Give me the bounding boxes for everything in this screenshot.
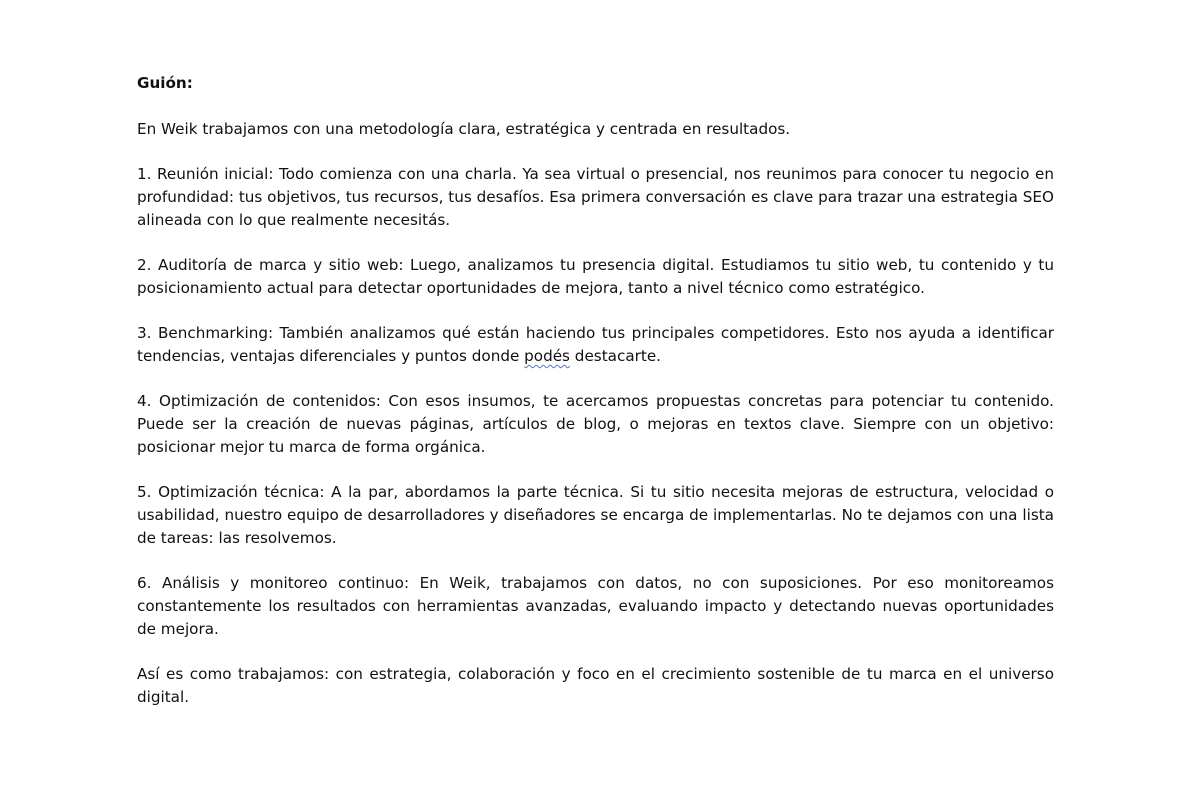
document-body[interactable] <box>137 62 1054 731</box>
step-5-paragraph: 5. Optimización técnica: A la par, abordamos la parte técnica. Si tu sitio necesita mejoras de estructura, velocidad o usabilidad, nuestro equipo de desarrolladores y diseñadores se encarga de implementarlas. No te dejamos con una lista de tareas: las resolvemos. <box>137 483 1054 547</box>
intro-paragraph: En Weik trabajamos con una metodología clara, estratégica y centrada en resultados. <box>137 120 791 138</box>
step-3-paragraph <box>137 322 1054 368</box>
spellcheck-flagged-word[interactable]: podés <box>524 347 570 365</box>
document-heading: Guión: <box>137 74 193 92</box>
step-4-paragraph: 4. Optimización de contenidos: Con esos insumos, te acercamos propuestas concretas para potenciar tu contenido. Puede ser la creación de nuevas páginas, artículos de blog, o mejoras en textos clave. Siempre con un objetivo: posicionar mejor tu marca de forma orgánica. <box>137 392 1054 456</box>
closing-paragraph: Así es como trabajamos: con estrategia, colaboración y foco en el crecimiento sostenible de tu marca en el universo digital. <box>137 665 1054 706</box>
step-3-text-before: 3. Benchmarking: También analizamos qué están haciendo tus principales competidores. Esto nos ayuda a identificar tendencias, ventajas diferenciales y puntos donde <box>137 324 1054 365</box>
step-1-paragraph: 1. Reunión inicial: Todo comienza con una charla. Ya sea virtual o presencial, nos reunimos para conocer tu negocio en profundidad: tus objetivos, tus recursos, tus desafíos. Esa primera conversación es clave para trazar una estrategia SEO alineada con lo que realmente necesitás. <box>137 165 1054 229</box>
step-2-paragraph: 2. Auditoría de marca y sitio web: Luego, analizamos tu presencia digital. Estudiamos tu sitio web, tu contenido y tu posicionamiento actual para detectar oportunidades de mejora, tanto a nivel técnico como estratégico. <box>137 256 1054 297</box>
step-3-text-after: destacarte. <box>569 347 661 365</box>
step-6-paragraph: 6. Análisis y monitoreo continuo: En Weik, trabajamos con datos, no con suposiciones. Por eso monitoreamos constantemente los resultados con herramientas avanzadas, evaluando impacto y detectando nuevas oportunidades de mejora. <box>137 574 1054 638</box>
